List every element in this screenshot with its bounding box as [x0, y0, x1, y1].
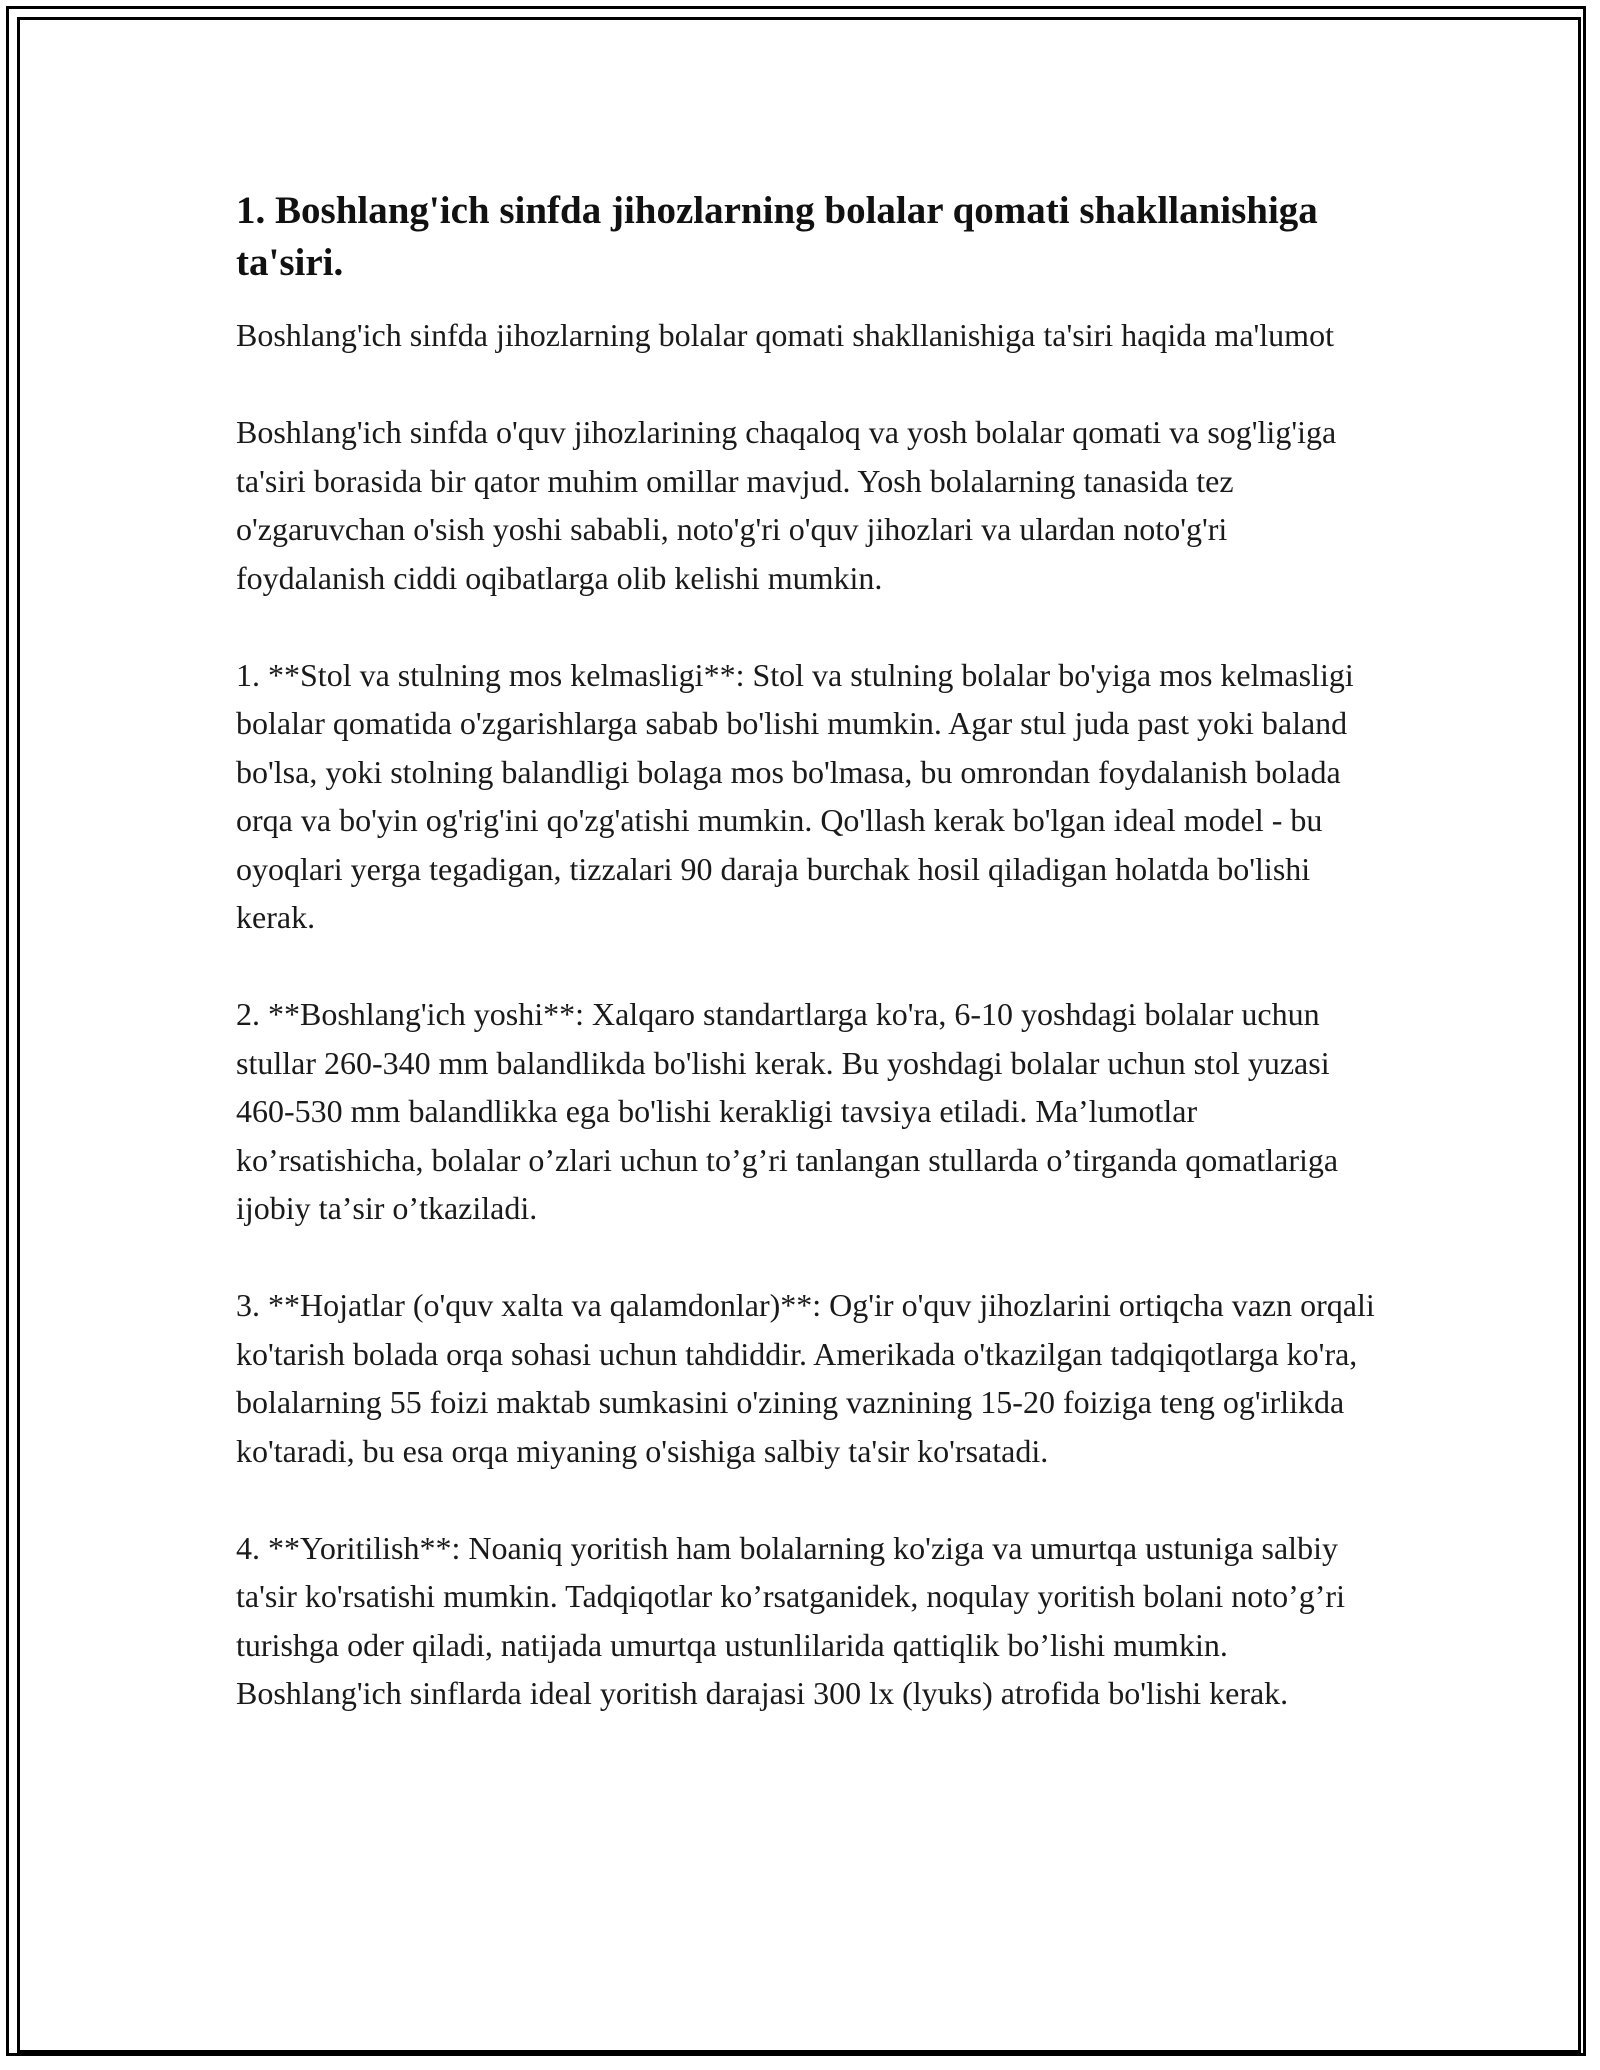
paragraph-item-1: 1. **Stol va stulning mos kelmasligi**: Stol va stulning bolalar bo'yiga mos kelmasligi bolalar qomatida o'zgarishlarga sabab bo'lishi mumkin. Agar stul juda past yoki baland bo'lsa, yoki stolning balandligi bolaga mos bo'lmasa, bu omrondan foydalanish bolada orqa va bo'yin og'rig'ini qo'zg'atishi mumkin. Qo'llash kerak bo'lgan ideal model - bu oyoqlari yerga tegadigan, tizzalari 90 daraja burchak hosil qiladigan holatda bo'lishi kerak.	[236, 656, 1354, 935]
paragraph-intro: Boshlang'ich sinfda jihozlarning bolalar qomati shakllanishiga ta'siri haqida ma'lumot	[236, 317, 1334, 353]
paragraph-item-3: 3. **Hojatlar (o'quv xalta va qalamdonlar)**: Og'ir o'quv jihozlarini ortiqcha vazn orqali ko'tarish bolada orqa sohasi uchun tahdiddir. Amerikada o'tkazilgan tadqiqotlarga ko'ra, bolalarning 55 foizi maktab sumkasini o'zining vaznining 15-20 foiziga teng og'irlikda ko'taradi, bu esa orqa miyaning o'sishiga salbiy ta'sir ko'rsatadi.	[236, 1287, 1375, 1469]
paragraph-overview: Boshlang'ich sinfda o'quv jihozlarining chaqaloq va yosh bolalar qomati va sog'lig'iga ta'siri borasida bir qator muhim omillar mavjud. Yosh bolalarning tanasida tez o'zgaruvchan o'sish yoshi sababli, noto'g'ri o'quv jihozlari va ulardan noto'g'ri foydalanish ciddi oqibatlarga olib kelishi mumkin.	[236, 414, 1337, 596]
document-title: 1. Boshlang'ich sinfda jihozlarning bolalar qomati shakllanishiga ta'siri.	[236, 189, 1318, 284]
paragraph-item-4: 4. **Yoritilish**: Noaniq yoritish ham bolalarning ko'ziga va umurtqa ustuniga salbiy ta'sir ko'rsatishi mumkin. Tadqiqotlar koʼrsatganidek, noqulay yoritish bolani notoʼgʼri turishga oder qiladi, natijada umurtqa ustunlilarida qattiqlik boʼlishi mumkin. Boshlang'ich sinflarda ideal yoritish darajasi 300 lx (lyuks) atrofida bo'lishi kerak.	[236, 1529, 1345, 1711]
document-body	[236, 185, 1376, 1718]
paragraph-item-2: 2. **Boshlang'ich yoshi**: Xalqaro standartlarga ko'ra, 6-10 yoshdagi bolalar uchun stullar 260-340 mm balandlikda bo'lishi kerak. Bu yoshdagi bolalar uchun stol yuzasi 460-530 mm balandlikka ega bo'lishi kerakligi tavsiya etiladi. Maʼlumotlar koʼrsatishicha, bolalar oʼzlari uchun toʼgʼri tanlangan stullarda oʼtirganda qomatlariga ijobiy taʼsir oʼtkaziladi.	[236, 996, 1339, 1226]
